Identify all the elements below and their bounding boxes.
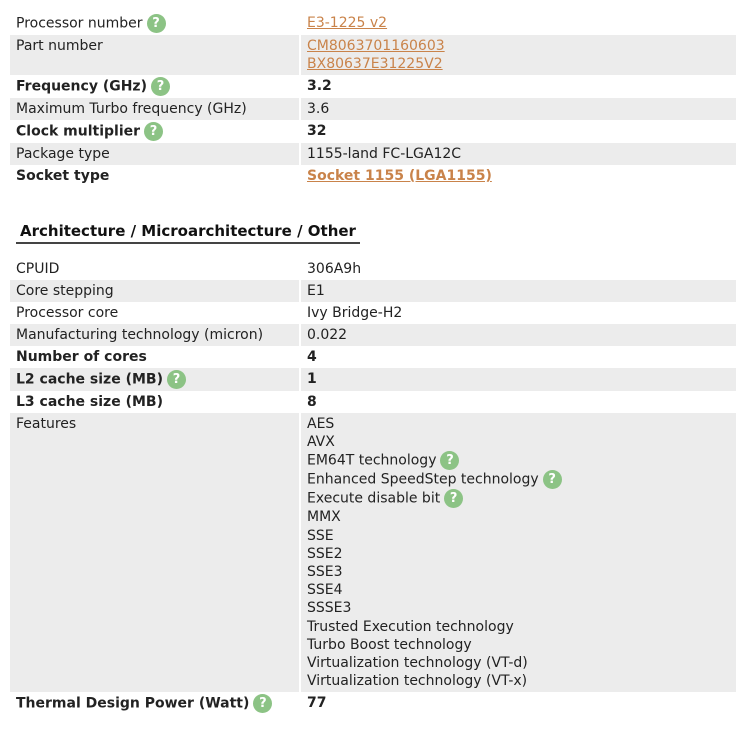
spec-label: Frequency (GHz) — [16, 78, 147, 95]
spec-value: 77 — [307, 695, 327, 712]
spec-value-cell — [301, 692, 736, 715]
spec-row — [10, 165, 736, 187]
feature-item — [307, 545, 730, 563]
spec-value-cell — [301, 391, 736, 413]
spec-value-cell — [301, 324, 736, 346]
spec-label: L3 cache size (MB) — [16, 394, 163, 410]
spec-label: Number of cores — [16, 349, 147, 365]
feature-item — [307, 636, 730, 654]
spec-row — [10, 120, 736, 143]
spec-value-link[interactable]: Socket 1155 (LGA1155) — [307, 168, 492, 184]
spec-row — [10, 258, 736, 280]
help-icon[interactable]: ? — [444, 489, 463, 508]
spec-value-cell — [301, 143, 736, 165]
spec-label-cell — [10, 120, 301, 143]
spec-value-cell — [301, 12, 736, 35]
feature-name: Trusted Execution technology — [307, 618, 514, 635]
feature-name: Execute disable bit — [307, 490, 441, 507]
spec-value-cell — [301, 368, 736, 391]
spec-label-cell — [10, 35, 301, 75]
spec-value-cell — [301, 75, 736, 98]
features-row — [10, 413, 736, 692]
spec-value: 3.2 — [307, 78, 332, 94]
spec-label-cell — [10, 368, 301, 391]
help-icon[interactable]: ? — [167, 370, 186, 389]
feature-name: AES — [307, 416, 335, 432]
spec-label: Package type — [16, 146, 110, 162]
spec-label: Maximum Turbo frequency (GHz) — [16, 101, 247, 117]
spec-value-cell — [301, 346, 736, 368]
spec-value: 0.022 — [307, 327, 348, 343]
feature-name: SSE4 — [307, 582, 343, 599]
spec-row — [10, 280, 736, 302]
spec-value: Ivy Bridge-H2 — [307, 305, 403, 321]
feature-item — [307, 415, 730, 433]
feature-item — [307, 489, 730, 508]
help-icon[interactable]: ? — [543, 470, 562, 489]
help-icon[interactable]: ? — [151, 77, 170, 96]
spec-row — [10, 302, 736, 324]
spec-label-cell — [10, 346, 301, 368]
feature-name: AVX — [307, 434, 335, 451]
spec-label: Core stepping — [16, 283, 114, 299]
feature-item — [307, 451, 730, 470]
help-icon[interactable]: ? — [253, 694, 272, 713]
spec-row — [10, 391, 736, 413]
spec-value-cell — [301, 98, 736, 120]
features-list — [301, 413, 736, 692]
spec-label: Thermal Design Power (Watt) — [16, 695, 250, 712]
spec-label-cell — [10, 165, 301, 187]
feature-name: SSE3 — [307, 564, 343, 581]
help-icon[interactable]: ? — [147, 14, 166, 33]
spec-value: 4 — [307, 349, 317, 365]
spec-label-cell — [10, 258, 301, 280]
feature-item — [307, 433, 730, 451]
help-icon[interactable]: ? — [144, 122, 163, 141]
spec-value: E1 — [307, 283, 325, 299]
spec-value-cell — [301, 120, 736, 143]
spec-value: 1155-land FC-LGA12C — [307, 146, 462, 162]
spec-value-cell — [301, 280, 736, 302]
top-spec-table — [10, 12, 736, 187]
spec-value: 8 — [307, 394, 317, 410]
spec-label-cell — [10, 391, 301, 413]
spec-value: 32 — [307, 123, 327, 139]
feature-name: Virtualization technology (VT-d) — [307, 655, 528, 672]
feature-name: Virtualization technology (VT-x) — [307, 673, 528, 690]
feature-name: Enhanced SpeedStep technology — [307, 471, 539, 488]
spec-label: Clock multiplier — [16, 123, 141, 140]
spec-row — [10, 75, 736, 98]
spec-label-cell — [10, 302, 301, 324]
feature-name: SSSE3 — [307, 600, 352, 617]
spec-value-link[interactable]: CM8063701160603 — [307, 38, 445, 54]
spec-label: Manufacturing technology (micron) — [16, 327, 264, 343]
spec-value: 306A9h — [307, 261, 362, 277]
feature-item — [307, 470, 730, 489]
spec-value-cell — [301, 165, 736, 187]
spec-label: Processor core — [16, 305, 119, 321]
feature-item — [307, 527, 730, 545]
spec-row — [10, 143, 736, 165]
spec-row — [10, 12, 736, 35]
spec-value: 3.6 — [307, 101, 330, 117]
feature-item — [307, 563, 730, 581]
spec-label-cell — [10, 98, 301, 120]
spec-label: CPUID — [16, 261, 60, 277]
feature-item — [307, 672, 730, 690]
help-icon[interactable]: ? — [440, 451, 459, 470]
spec-value-cell — [301, 35, 736, 75]
spec-row — [10, 35, 736, 75]
spec-value-cell — [301, 258, 736, 280]
feature-item — [307, 599, 730, 617]
feature-item — [307, 581, 730, 599]
spec-label-cell — [10, 143, 301, 165]
feature-name: EM64T technology — [307, 452, 437, 469]
section-title: Architecture / Microarchitecture / Other — [16, 220, 360, 244]
spec-label-cell — [10, 413, 301, 692]
spec-label: Features — [16, 416, 77, 432]
feature-name: SSE2 — [307, 545, 343, 562]
spec-label: L2 cache size (MB) — [16, 371, 163, 388]
spec-value: 1 — [307, 371, 317, 387]
spec-row — [10, 692, 736, 715]
feature-name: SSE — [307, 527, 334, 544]
feature-name: Turbo Boost technology — [307, 636, 472, 653]
spec-row — [10, 346, 736, 368]
spec-label: Processor number — [16, 15, 143, 32]
spec-row — [10, 368, 736, 391]
arch-spec-table — [10, 258, 736, 715]
feature-item — [307, 654, 730, 672]
spec-value-link[interactable]: BX80637E31225V2 — [307, 56, 443, 72]
spec-value-cell — [301, 302, 736, 324]
feature-name: MMX — [307, 509, 341, 526]
spec-label: Part number — [16, 38, 103, 54]
spec-label-cell — [10, 12, 301, 35]
spec-label-cell — [10, 324, 301, 346]
spec-value-link[interactable]: E3-1225 v2 — [307, 15, 388, 31]
spec-row — [10, 98, 736, 120]
spec-label-cell — [10, 280, 301, 302]
spec-label: Socket type — [16, 168, 110, 184]
feature-item — [307, 618, 730, 636]
spec-label-cell — [10, 75, 301, 98]
spec-label-cell — [10, 692, 301, 715]
feature-item — [307, 508, 730, 526]
spec-row — [10, 324, 736, 346]
